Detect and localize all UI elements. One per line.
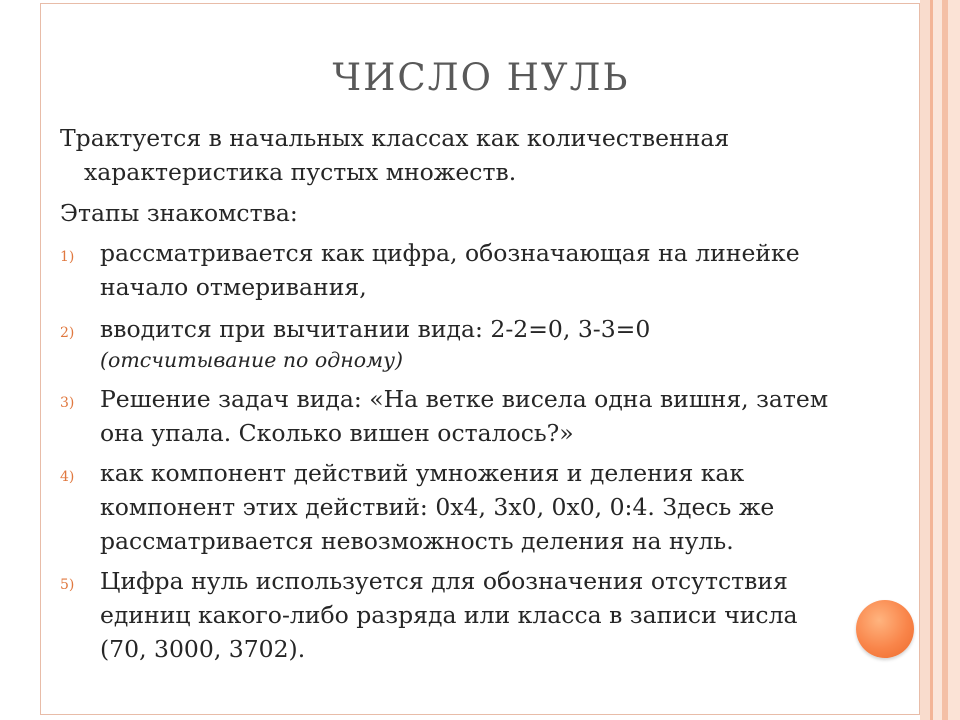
stripe: [933, 0, 942, 720]
slide-title: ЧИСЛО НУЛЬ: [332, 56, 630, 99]
list-item-number: 3): [60, 395, 75, 411]
intro-line-1: Трактуется в начальных классах как количественная: [60, 124, 730, 152]
list-item-text: Цифра нуль используется для обозначения отсутствия единиц какого-либо разряда или класса в записи числа (70, 3000, 3702).: [100, 567, 798, 663]
list-item-text: вводится при вычитании вида: 2-2=0, 3-3=0: [100, 315, 651, 343]
decorative-orange-circle: [856, 600, 914, 658]
intro-line-2: характеристика пустых множеств.: [84, 158, 517, 186]
list-item-number: 2): [60, 325, 75, 341]
list-item-number: 5): [60, 577, 75, 593]
decorative-side-stripes: [920, 0, 960, 720]
stages-label: Этапы знакомства:: [60, 199, 298, 227]
list-item-number: 1): [60, 249, 75, 265]
list-item-content: [100, 312, 840, 374]
list-item-text: как компонент действий умножения и деления как компонент этих действий: 0х4, 3х0, 0х0, 0:4. Здесь же рассматривается невозможность деления на нуль.: [100, 459, 775, 555]
list-item-number: 4): [60, 469, 75, 485]
intro-paragraph: [60, 121, 840, 189]
list-item-text: рассматривается как цифра, обозначающая на линейке начало отмеривания,: [100, 239, 800, 301]
list-item-note: (отсчитывание по одному): [100, 348, 403, 372]
stripe: [920, 0, 930, 720]
stripe: [948, 0, 960, 720]
list-item-text: Решение задач вида: «На ветке висела одна вишня, затем она упала. Сколько вишен осталось?»: [100, 385, 829, 447]
